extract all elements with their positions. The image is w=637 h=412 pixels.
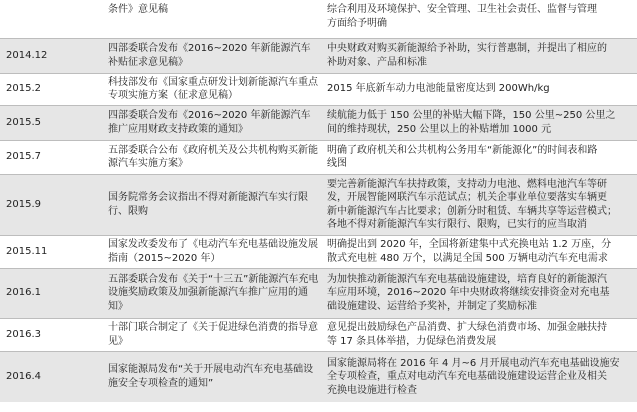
detail-line: 综合利用及环境保护、安全管理、卫生社会责任、监督与管理 xyxy=(327,4,597,15)
detail-line: 等 17 条具体举措，力促绿色消费发展 xyxy=(327,335,497,347)
detail-cell xyxy=(324,174,637,235)
table-row xyxy=(0,318,637,351)
detail-line: 意见提出鼓励绿色产品消费、扩大绿色消费市场、加强金融扶持 xyxy=(327,322,607,333)
table-row xyxy=(0,351,637,402)
table-row xyxy=(0,38,637,73)
date-cell: 2015.7 xyxy=(0,140,104,174)
detail-cell xyxy=(324,268,637,318)
policy-cell: 十部门联合制定了《关于促进绿色消费的指导意见》 xyxy=(104,318,324,351)
detail-line: 新中新能源汽车占比要求；创新分时租赁、车辆共享等运营模式； xyxy=(327,205,617,217)
table-row xyxy=(0,268,637,318)
policy-cell: 国家能源局发布“关于开展电动汽车充电基础设施安全专项检查的通知” xyxy=(104,351,324,402)
detail-cell xyxy=(324,73,637,105)
detail-line: 方面给予明确 xyxy=(327,17,387,29)
detail-line: 间的维持现状，250 公里以上的补贴增加 1000 元 xyxy=(327,123,552,135)
date-cell: 2016.4 xyxy=(0,351,104,402)
date-cell: 2014.12 xyxy=(0,38,104,73)
detail-line: 明确了政府机关和公共机构公务用车“新能源化”的时间表和路 xyxy=(327,144,598,156)
table-row xyxy=(0,235,637,268)
detail-line: 续航能力低于 150 公里的补贴大幅下降，150 公里~250 公里之 xyxy=(327,110,616,121)
table-row xyxy=(0,174,637,235)
date-cell xyxy=(0,0,104,38)
detail-cell xyxy=(324,351,637,402)
detail-line: 国家能源局将在 2016 年 4 月~6 月开展电动汽车充电基础设施安 xyxy=(327,357,620,369)
detail-line: 各地不得对新能源汽车实行限行、限购，已实行的应当取消 xyxy=(327,219,587,230)
detail-line: 车应用环境，2016~2020 年中央财政将继续安排资金对充电基 xyxy=(327,287,610,299)
date-cell: 2015.2 xyxy=(0,73,104,105)
date-cell: 2015.9 xyxy=(0,174,104,235)
table-row xyxy=(0,73,637,105)
detail-cell xyxy=(324,38,637,73)
detail-line: 要完善新能源汽车扶持政策，支持动力电池、燃料电池汽车等研 xyxy=(327,178,607,190)
detail-cell xyxy=(324,318,637,351)
date-cell: 2016.1 xyxy=(0,268,104,318)
detail-line: 2015 年底新车动力电池能量密度达到 200Wh/kg xyxy=(327,83,550,95)
continued-header-row xyxy=(0,0,637,38)
policy-cell: 条件》意见稿 xyxy=(104,0,324,38)
detail-cell xyxy=(324,105,637,140)
policy-cell: 四部委联合发布《2016~2020 年新能源汽车推广应用财政支持政策的通知》 xyxy=(104,105,324,140)
policy-cell: 五部委联合发布《关于“十三五”新能源汽车充电设施奖励政策及加强新能源汽车推广应用的通知》 xyxy=(104,268,324,318)
policy-cell: 国务院常务会议指出不得对新能源汽车实行限行、限购 xyxy=(104,174,324,235)
detail-cell xyxy=(324,140,637,174)
table-row xyxy=(0,105,637,140)
policy-cell: 国家发改委发布了《电动汽车充电基础设施发展指南（2015~2020 年） xyxy=(104,235,324,268)
table-row xyxy=(0,140,637,174)
detail-line: 础设施建设、运营给予奖补，并制定了奖励标准 xyxy=(327,300,537,312)
detail-cell xyxy=(324,235,637,268)
detail-line: 明确提出到 2020 年，全国将新建集中式充换电站 1.2 万座，分 xyxy=(327,239,612,250)
detail-line: 发，开展智能网联汽车示范试点；机关企事业单位要落实车辆更 xyxy=(327,192,607,203)
detail-line: 全专项检查，重点对电动汽车充电基础设施建设运营企业及相关 xyxy=(327,371,607,382)
detail-line: 中央财政对购买新能源给予补助，实行普惠制，并提出了相应的 xyxy=(327,43,607,54)
policy-cell: 四部委联合发布《2016~2020 年新能源汽车补贴征求意见稿》 xyxy=(104,38,324,73)
date-cell: 2016.3 xyxy=(0,318,104,351)
date-cell: 2015.11 xyxy=(0,235,104,268)
detail-line: 补助对象、产品和标准 xyxy=(327,56,427,68)
detail-cell xyxy=(324,0,637,38)
policy-cell: 五部委联合公布《政府机关及公共机构购买新能源汽车实施方案》 xyxy=(104,140,324,174)
date-cell: 2015.5 xyxy=(0,105,104,140)
policy-cell: 科技部发布《国家重点研发计划新能源汽车重点专项实施方案（征求意见稿） xyxy=(104,73,324,105)
detail-line: 充换电设施进行检查 xyxy=(327,384,417,396)
detail-line: 线图 xyxy=(327,158,347,169)
detail-line: 为加快推动新能源汽车充电基础设施建设，培育良好的新能源汽 xyxy=(327,273,607,285)
detail-line: 散式充电桩 480 万个，以满足全国 500 万辆电动汽车充电需求 xyxy=(327,252,608,264)
